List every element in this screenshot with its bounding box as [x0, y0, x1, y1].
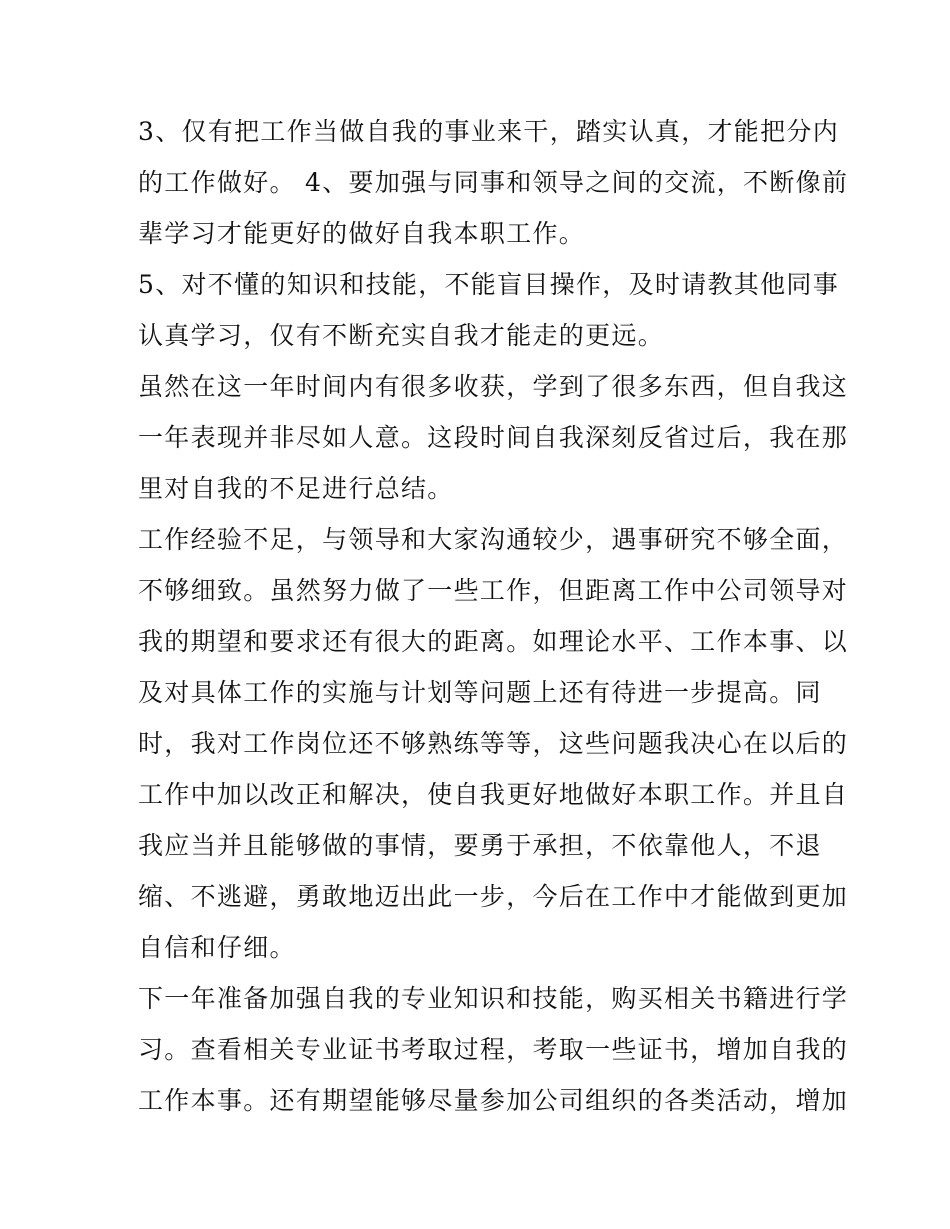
text-line: 5、对不懂的知识和技能，不能盲目操作，及时请教其他同事: [138, 270, 840, 299]
text-line: 时，我对工作岗位还不够熟练等等，这些问题我决心在以后的: [138, 729, 849, 758]
text-line: 辈学习才能更好的做好自我本职工作。: [138, 219, 586, 248]
text-line: 自信和仔细。: [138, 933, 296, 962]
text-line: 虽然在这一年时间内有很多收获，学到了很多东西，但自我这: [138, 372, 849, 401]
text-line: 习。查看相关专业证书考取过程，考取一些证书，增加自我的: [138, 1035, 849, 1064]
text-line: 工作经验不足，与领导和大家沟通较少，遇事研究不够全面，: [138, 525, 849, 554]
text-line: 我的期望和要求还有很大的距离。如理论水平、工作本事、以: [138, 627, 849, 656]
text-line: 工作中加以改正和解决，使自我更好地做好本职工作。并且自: [138, 780, 849, 809]
text-line: 认真学习，仅有不断充实自我才能走的更远。: [138, 321, 665, 350]
text-line: 不够细致。虽然努力做了一些工作，但距离工作中公司领导对: [138, 576, 849, 605]
text-line: 3、仅有把工作当做自我的事业来干，踏实认真，才能把分内: [138, 117, 840, 146]
document-body: [138, 106, 849, 1126]
paragraph-next-year-plan: [138, 973, 849, 1126]
text-line: 一年表现并非尽如人意。这段时间自我深刻反省过后，我在那: [138, 423, 849, 452]
paragraph-point-5: [138, 259, 840, 361]
text-line: 我应当并且能够做的事情，要勇于承担，不依靠他人，不退: [138, 831, 822, 860]
paragraph-shortcomings: [138, 514, 849, 973]
text-line: 里对自我的不足进行总结。: [138, 474, 454, 503]
text-line: 工作本事。还有期望能够尽量参加公司组织的各类活动，增加: [138, 1086, 849, 1115]
paragraph-reflection: [138, 361, 849, 514]
text-line: 的工作做好。 4、要加强与同事和领导之间的交流，不断像前: [138, 168, 849, 197]
text-line: 缩、不逃避，勇敢地迈出此一步，今后在工作中才能做到更加: [138, 882, 849, 911]
paragraph-points-3-4: [138, 106, 849, 259]
text-line: 下一年准备加强自我的专业知识和技能，购买相关书籍进行学: [138, 984, 849, 1013]
text-line: 及对具体工作的实施与计划等问题上还有待进一步提高。同: [138, 678, 822, 707]
